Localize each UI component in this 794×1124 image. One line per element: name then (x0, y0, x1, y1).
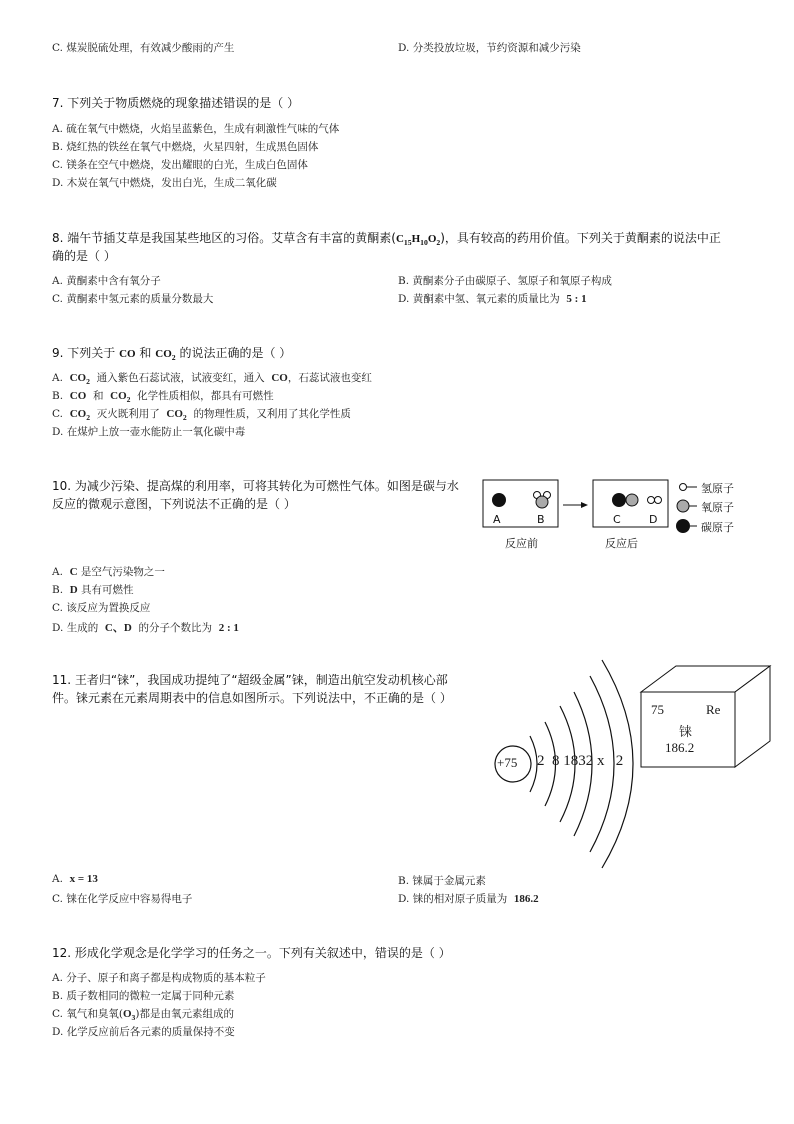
element-name: 铼 (679, 725, 693, 740)
q7-option-b: B. 烧红热的铁丝在氧气中燃烧，火星四射，生成黑色固体 (52, 141, 319, 153)
q8-option-a: A. 黄酮素中含有氧分子 (52, 275, 161, 287)
q12-option-b: B. 质子数相同的微粒一定属于同种元素 (52, 990, 235, 1002)
q12-option-c: C. 氧气和臭氧$(O_3)$都是由氧元素组成的 (52, 1008, 234, 1023)
atomic-number: 75 (651, 702, 664, 717)
q12-option-a: A. 分子、原子和离子都是构成物质的基本粒子 (52, 972, 266, 984)
q10-stem-line2: 反应的微观示意图，下列说法不正确的是（ ） (52, 497, 296, 511)
q8-formula: $C_{15}H_{10}O_2$ (395, 233, 441, 248)
q11-option-a: A. x = 13 (52, 873, 98, 885)
caption-before: 反应前 (505, 537, 538, 550)
q6-option-c: C. 煤炭脱硫处理，有效减少酸雨的产生 (52, 42, 235, 54)
fig-label-d: D (649, 513, 658, 526)
q11-option-d: D. 铼的相对原子质量为 186.2 (398, 893, 539, 905)
caption-after: 反应后 (605, 537, 638, 550)
q10-option-a: A. C 是空气污染物之一 (52, 566, 165, 578)
fig-label-b: B (537, 513, 545, 526)
q10-stem-line1: 10. 为减少污染、提高煤的利用率，可将其转化为可燃性气体。如图是碳与水 (52, 479, 459, 493)
q9-option-d: D. 在煤炉上放一壶水能防止一氧化碳中毒 (52, 426, 246, 438)
q10-option-b: B. D 具有可燃性 (52, 584, 134, 596)
q8-option-c: C. 黄酮素中氢元素的质量分数最大 (52, 293, 214, 305)
q8-option-b: B. 黄酮素分子由碳原子、氢原子和氧原子构成 (398, 275, 612, 287)
q11-option-b: B. 铼属于金属元素 (398, 875, 486, 887)
q9-option-a: A. $CO_2$ 通入紫色石蕊试液，试液变红，通入 CO，石蕊试液也变红 (52, 372, 372, 387)
q10-option-c: C. 该反应为置换反应 (52, 602, 151, 614)
q10-option-d: D. 生成的 C、D 的分子个数比为 2 : 1 (52, 622, 239, 634)
legend-hydrogen-label: 氢原子 (701, 482, 734, 495)
fig-label-c: C (613, 513, 621, 526)
q9-stem: 9. 下列关于 CO 和 $CO_2$ 的说法正确的是（ ） (52, 346, 292, 363)
atomic-mass: 186.2 (665, 740, 695, 755)
element-symbol: Re (706, 702, 721, 717)
legend-carbon-label: 碳原子 (701, 521, 734, 534)
legend-oxygen-label: 氧原子 (701, 501, 734, 514)
q7-stem: 7. 下列关于物质燃烧的现象描述错误的是（ ） (52, 96, 300, 110)
q7-option-a: A. 硫在氧气中燃烧，火焰呈蓝紫色，生成有刺激性气味的气体 (52, 123, 340, 135)
q12-option-d: D. 化学反应前后各元素的质量保持不变 (52, 1026, 235, 1038)
q12-stem: 12. 形成化学观念是化学学习的任务之一。下列有关叙述中，错误的是（ ） (52, 946, 451, 960)
q8-stem-line1: 8. 端午节插艾草是我国某些地区的习俗。艾草含有丰富的黄酮素$(C_{15}H_{10}O_2)$，具有较高的药用价值。下列关于黄酮素的说法中正 (52, 231, 721, 248)
q8-option-d: D. 黄酮素中氢、氧元素的质量比为 5 : 1 (398, 293, 587, 305)
q9-option-c: C. $CO_2$ 灭火既利用了 $CO_2$ 的物理性质，又利用了其化学性质 (52, 408, 351, 423)
q7-option-d: D. 木炭在氧气中燃烧，发出白光，生成二氧化碳 (52, 177, 277, 189)
fig-label-a: A (493, 513, 501, 526)
q6-option-d: D. 分类投放垃圾，节约资源和减少污染 (398, 42, 581, 54)
q7-option-c: C. 镁条在空气中燃烧，发出耀眼的白光，生成白色固体 (52, 159, 308, 171)
q11-stem-line1: 11. 王者归“铼”，我国成功提纯了“超级金属”铼，制造出航空发动机核心部 (52, 673, 448, 687)
q8-stem-line2: 确的是（ ） (52, 249, 116, 263)
q9-option-b: B. CO 和 $CO_2$ 化学性质相似，都具有可燃性 (52, 390, 274, 405)
nucleus-charge: +75 (497, 755, 518, 770)
q11-option-c: C. 铼在化学反应中容易得电子 (52, 893, 193, 905)
q11-stem-line2: 件。铼元素在元素周期表中的信息如图所示。下列说法中，不正确的是（ ） (52, 691, 452, 705)
electron-shell-counts: 2 8 1832 x 2 (537, 753, 624, 769)
